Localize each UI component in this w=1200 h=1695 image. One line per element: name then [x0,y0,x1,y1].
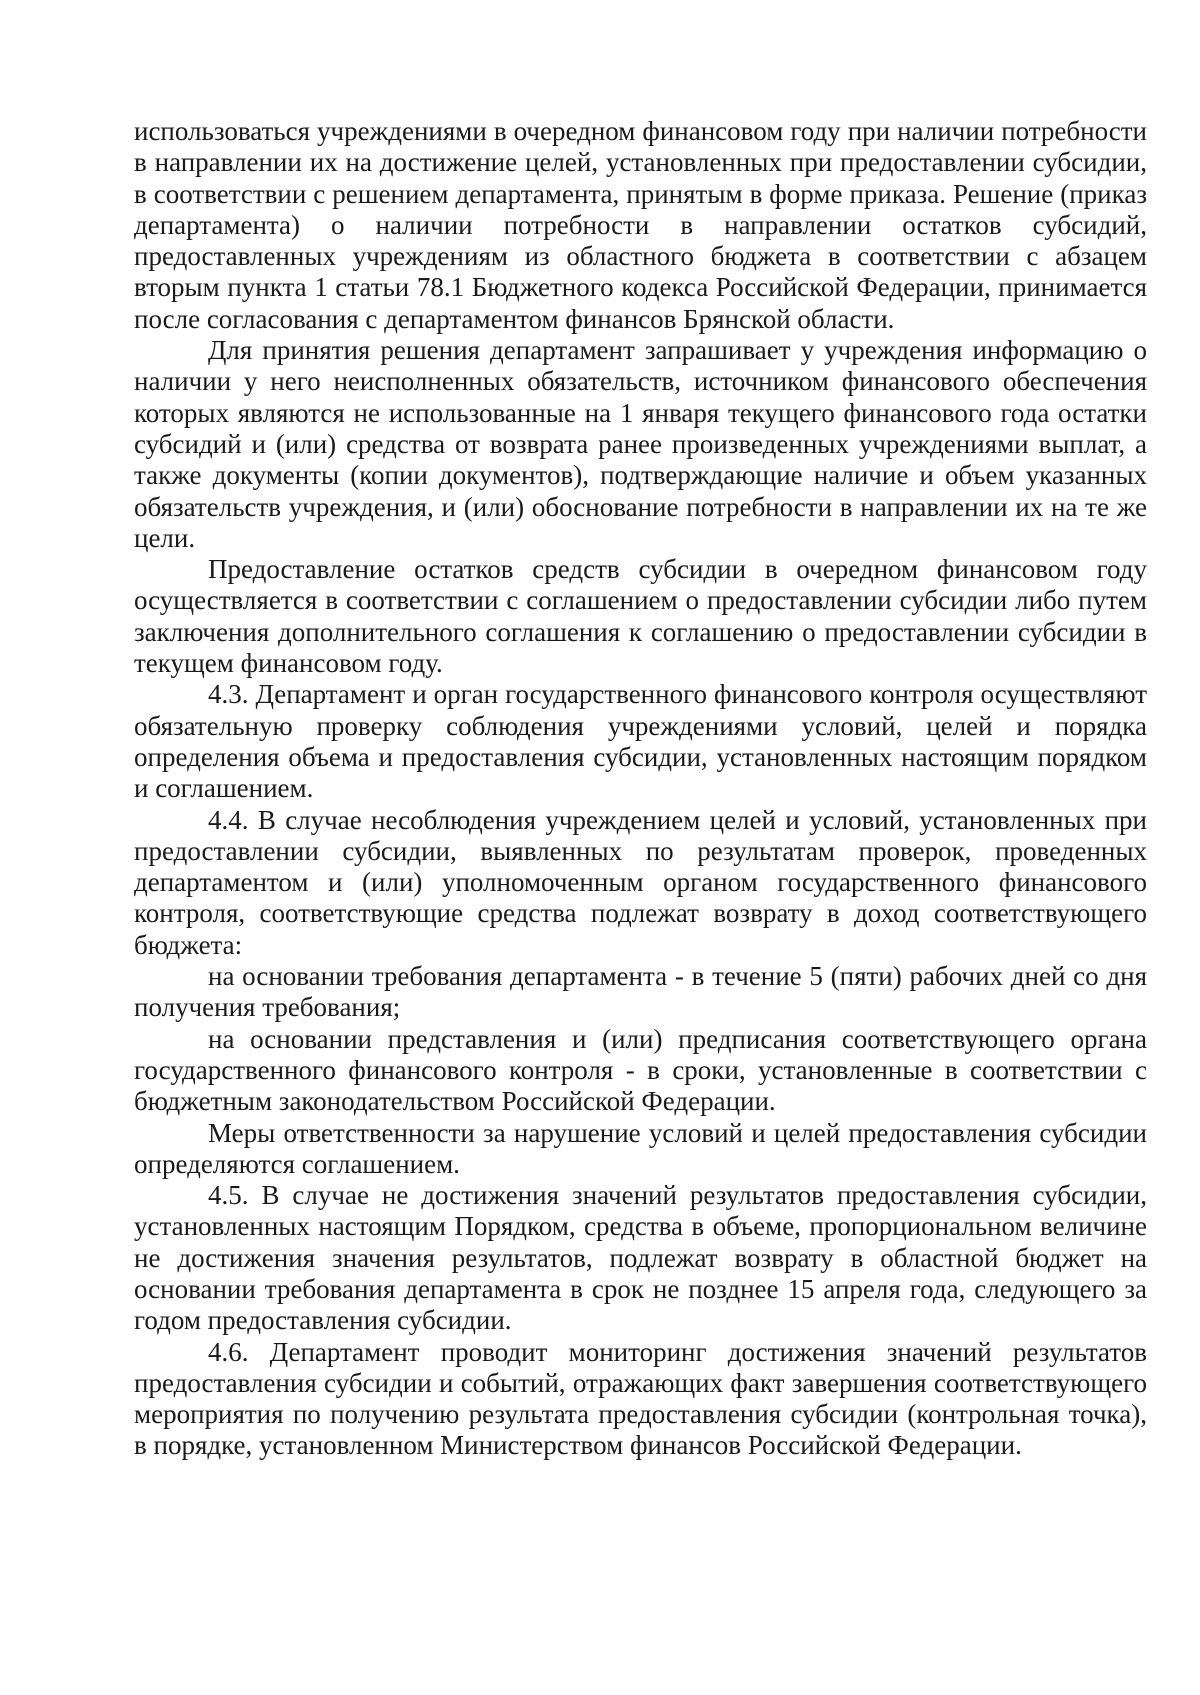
paragraph-responsibility: Меры ответственности за нарушение условий и целей предоставления субсидии определяются соглашением. [134,1117,1147,1179]
paragraph-4-4-representation: на основании представления и (или) предписания соответствующего органа государственного финансового контроля - в сроки, установленные в соответствии с бюджетным законодательством Российской Федерации. [134,1023,1147,1117]
paragraph-4-3: 4.3. Департамент и орган государственного финансового контроля осуществляют обязательную проверку соблюдения учреждениями условий, целей и порядка определения объема и предоставления субсидии, установленных настоящим порядком и соглашением. [134,679,1147,804]
paragraph-remaining-funds: Предоставление остатков средств субсидии в очередном финансовом году осуществляется в соответствии с соглашением о предоставлении субсидии либо путем заключения дополнительного соглашения к соглашению о предоставлении субсидии в текущем финансовом году. [134,554,1147,679]
paragraph-4-6: 4.6. Департамент проводит мониторинг достижения значений результатов предоставления субсидии и событий, отражающих факт завершения соответствующего мероприятия по получению результата предоставления субсидии (контрольная точка), в порядке, установленном Министерством финансов Российской Федерации. [134,1336,1147,1461]
paragraph-4-4: 4.4. В случае несоблюдения учреждением целей и условий, установленных при предоставлении субсидии, выявленных по результатам проверок, проведенных департаментом и (или) уполномоченным органом государственного финансового контроля, соответствующие средства подлежат возврату в доход соответствующего бюджета: [134,804,1147,960]
document-page [134,116,1147,1462]
paragraph-4-4-requirement: на основании требования департамента - в течение 5 (пяти) рабочих дней со дня получения требования; [134,961,1147,1023]
paragraph-decision-request: Для принятия решения департамент запрашивает у учреждения информацию о наличии у него неисполненных обязательств, источником финансового обеспечения которых являются не использованные на 1 января текущего финансового года остатки субсидий и (или) средства от возврата ранее произведенных учреждениями выплат, а также документы (копии документов), подтверждающие наличие и объем указанных обязательств учреждения, и (или) обоснование потребности в направлении их на те же цели. [134,335,1147,553]
paragraph-4-5: 4.5. В случае не достижения значений результатов предоставления субсидии, установленных настоящим Порядком, средства в объеме, пропорциональном величине не достижения значения результатов, подлежат возврату в областной бюджет на основании требования департамента в срок не позднее 15 апреля года, следующего за годом предоставления субсидии. [134,1180,1147,1336]
paragraph-continuation: использоваться учреждениями в очередном финансовом году при наличии потребности в направлении их на достижение целей, установленных при предоставлении субсидии, в соответствии с решением департамента, принятым в форме приказа. Решение (приказ департамента) о наличии потребности в направлении остатков субсидий, предоставленных учреждениям из областного бюджета в соответствии с абзацем вторым пункта 1 статьи 78.1 Бюджетного кодекса Российской Федерации, принимается после согласования с департаментом финансов Брянской области. [134,116,1147,334]
